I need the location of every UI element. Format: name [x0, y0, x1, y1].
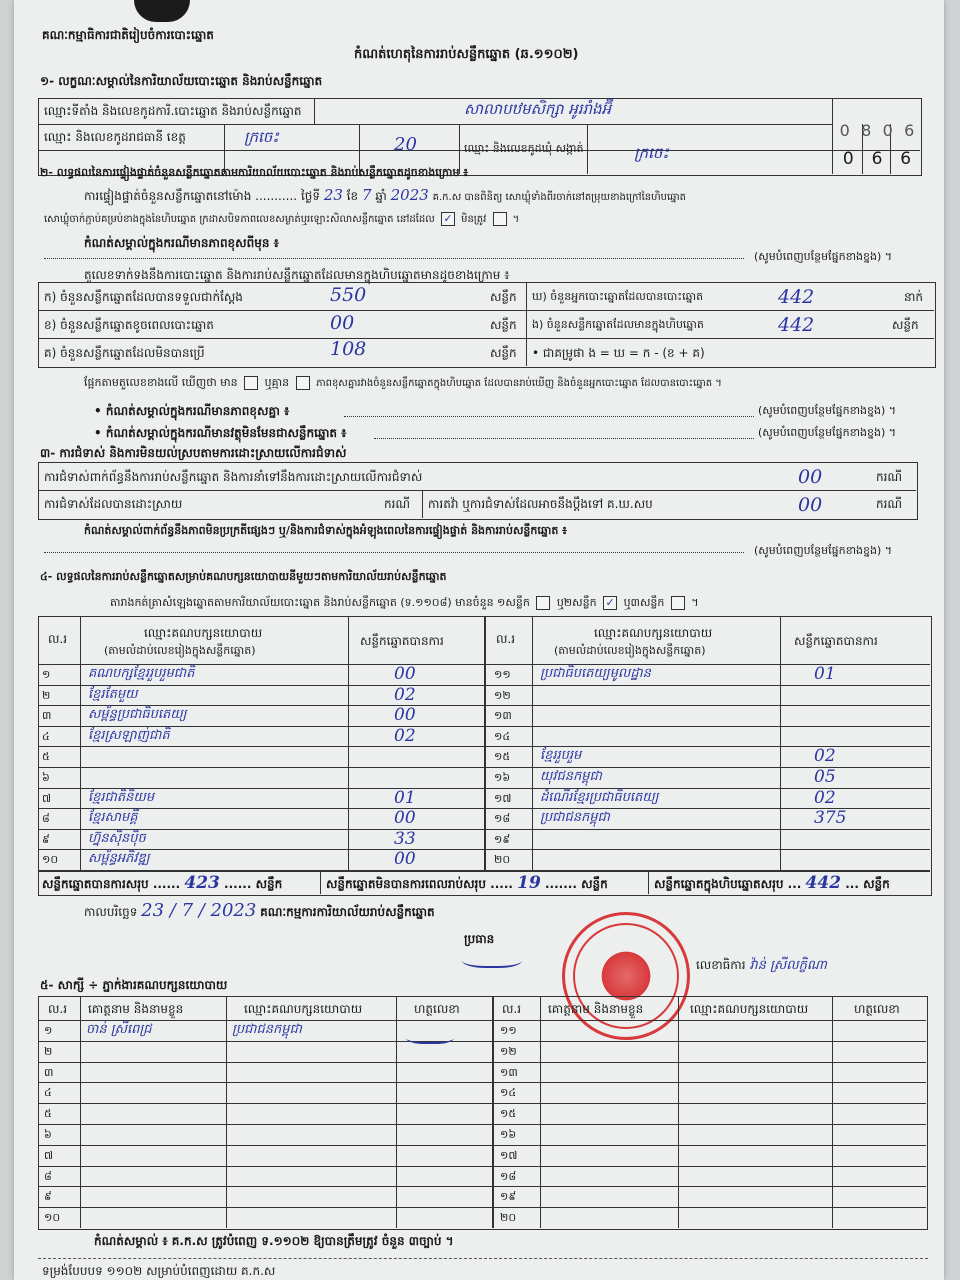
party-row-name: ខ្មែរជាតិនិយម: [88, 789, 155, 805]
witness-row-number: ១៨: [500, 1169, 517, 1183]
unused-unit: សន្លឹក: [490, 346, 517, 360]
objection-row1-unit: ករណី: [876, 470, 903, 484]
received-label: ក) ចំនួនសន្លឹកឆ្នោតដែលបានទទួលជាក់ស្តែង: [44, 290, 243, 304]
witness-row-number: ៨: [44, 1169, 52, 1183]
spoiled-label: ខ) ចំនួនសន្លឹកឆ្នោតខូចពេលបោះឆ្នោត: [44, 318, 214, 332]
party-row-number: ១៤: [494, 729, 511, 743]
party-row-number: ៩: [42, 832, 50, 846]
party-row-name: ហ្វ៊ុនស៊ិនប៉ិច: [88, 830, 146, 846]
commune-code: [834, 149, 920, 169]
col-party-sub-left: (តាមលំដាប់លេខរៀងក្នុងសន្លឹកឆ្នោត): [104, 644, 256, 657]
party-row-number: ១៩: [494, 832, 511, 846]
party-row-name: ខ្មែរស្រឡាញ់ជាតិ: [88, 727, 170, 743]
verify-month: 7: [362, 186, 372, 204]
s5-col-no-right: ល.រ: [502, 1002, 522, 1016]
spoiled-value: 00: [330, 312, 355, 334]
party-row-number: ១៨: [494, 812, 511, 826]
party-row-number: ៥: [42, 750, 50, 764]
commune-code-digit: 6: [871, 149, 883, 169]
province-value: ក្រចេះ: [244, 128, 279, 146]
footer-note: កំណត់សម្គាល់ ៖ គ.ក.ស ត្រូវបំពេញ ទ.១១០២ ឱ្យបានត្រឹមត្រូវ ចំនួន ៣ច្បាប់ ។: [94, 1234, 454, 1248]
commune-label: ឈ្មោះ និងលេខកូដឃុំ សង្កាត់: [464, 142, 584, 155]
spoiled-unit: សន្លឹក: [490, 318, 517, 332]
diff-no-label: ឬគ្មាន: [264, 376, 290, 389]
section3-heading: ៣- ការជំទាស់ និងការមិនយល់ស្របតាមការដោះស្រាយលើការជំទាស់: [40, 446, 347, 460]
secretary-line: [696, 958, 827, 973]
s5-col-sign-right: ហត្ថលេខា: [854, 1002, 900, 1016]
valid-total-label: សន្លឹកឆ្នោតបានការសរុប: [42, 877, 149, 891]
witness-signature: [406, 1030, 454, 1044]
party-row-votes: 02: [394, 725, 416, 746]
diff-yes-checkbox[interactable]: [244, 376, 258, 390]
witness-row-number: ៤: [44, 1086, 52, 1100]
verify-text: ការផ្ទៀងផ្ទាត់ចំនួនសន្លឹកឆ្នោតនៅម៉ោង ........... ថ្ងៃទី 23 ខែ 7 ឆ្នាំ 2023 គ.ក.ស បានពិនិត្យ សោឃ្លុំទាំងពីរចាក់នៅតម្រុយខាងក្រៅនៃហិបឆ្នោត: [84, 186, 686, 204]
sheets-2-label: ឬ២សន្លឹក: [556, 596, 597, 609]
witness-row-number: ១០: [44, 1211, 61, 1225]
party-row-votes: 02: [814, 746, 836, 767]
party-row-name: គណបក្សខ្មែរ​​រួបរួមជាតិ: [88, 666, 195, 681]
party-row-name: ប្រជាធិបតេយ្យ​មូលដ្ឋាន: [540, 666, 651, 681]
section2-note-label: កំណត់សម្គាល់ក្នុងករណីមានភាពខុសពីមុន ៖: [84, 236, 279, 250]
secretary-label: លេខាធិការ: [696, 958, 746, 972]
invalid-total-label: សន្លឹកឆ្នោតមិនបានការពេលរាប់សរុប: [326, 877, 486, 891]
section4-heading: ៤- លទ្ធផលនៃការរាប់សន្លឹកឆ្នោតសម្រាប់គណបក្សនយោបាយនីមួយៗតាមការិយាល័យរាប់សន្លឹកឆ្នោត: [40, 570, 447, 583]
verify-text-b: គ.ក.ស បានពិនិត្យ សោឃ្លុំទាំងពីរចាក់នៅតម្រុយខាងក្រៅនៃហិបឆ្នោត: [432, 192, 686, 203]
location-label: ឈ្មោះទីតាំង និងលេខកូដការិ.បោះឆ្នោត និងរាប់សន្លឹកឆ្នោត: [44, 104, 302, 118]
box-total-unit: សន្លឹក: [863, 877, 890, 891]
received-value: 550: [330, 284, 367, 306]
unused-label: គ) ចំនួនសន្លឹកឆ្នោតដែលមិនបានប្រើ: [44, 346, 205, 360]
party-row-number: ២០: [494, 853, 511, 867]
station-code-digit: 6: [904, 121, 915, 140]
voters-unit: នាក់: [904, 290, 924, 304]
box-ballots-label: ង) ចំនួនសន្លឹកឆ្នោតដែលមានក្នុងហិបឆ្នោត: [532, 318, 704, 331]
party-row-votes: 375: [814, 808, 847, 829]
station-code: [834, 121, 920, 140]
witness-row-name: ចាន់ ស្រីពេជ្រ: [86, 1022, 152, 1037]
witness-row-party: ប្រជាជនកម្ពុជា: [232, 1022, 302, 1037]
note-invalid: • កំណត់សម្គាល់ក្នុងករណីមានវត្ថុមិនមែនជាសន្លឹកឆ្នោត ៖: [94, 426, 347, 440]
seal-wrong-checkbox[interactable]: [493, 212, 507, 226]
witness-row-number: ១៧: [500, 1148, 518, 1162]
committee-logo: [134, 0, 190, 22]
party-row-name: ប្រជាជនកម្ពុជា: [540, 810, 610, 826]
verify-day-label: ថ្ងៃទី: [300, 189, 320, 203]
witness-row-number: ១៣: [500, 1065, 518, 1079]
sheets-2-checkbox[interactable]: ✓: [603, 596, 617, 610]
valid-total-unit: សន្លឹក: [255, 877, 283, 891]
fill-hint-1: (សូមបំពេញបន្ថែមផ្នែកខាងខ្នង) ។: [754, 250, 893, 263]
sheets-1-checkbox[interactable]: [536, 596, 550, 610]
party-row-votes: 02: [814, 787, 836, 808]
chair-signature: [462, 950, 522, 968]
witness-row-number: ២: [44, 1044, 53, 1058]
party-row-votes: 00: [394, 849, 416, 870]
date-line: [84, 900, 435, 921]
sheets-3-label: ឬ៣សន្លឹក: [623, 596, 665, 609]
province-label: ឈ្មោះ និងលេខកូដរាជធានី ខេត្ត: [44, 130, 186, 144]
witness-row-number: ១៦: [500, 1128, 517, 1141]
party-row-number: ១៥: [494, 750, 511, 764]
witness-row-number: ៥: [44, 1107, 52, 1121]
objection-row2b-label: ការតវ៉ា ឬការជំទាស់ដែលអាចនឹងប្តឹងទៅ គ.ឃ.សប: [428, 497, 653, 511]
party-row-number: ២: [42, 688, 51, 702]
commune-code-digit: 6: [900, 149, 912, 169]
seal-ok-checkbox[interactable]: ✓: [441, 212, 455, 226]
section2-heading: ២- លទ្ធផលនៃការផ្ទៀងផ្ទាត់ចំនួនសន្លឹកឆ្នោតតាមការិយាល័យបោះឆ្នោត និងរាប់សន្លឹកឆ្នោតដូចខាងក្រោម ៖: [40, 166, 469, 179]
commune-value: ក្រចេះ: [634, 144, 669, 162]
objection-row2b-unit: ករណី: [876, 497, 903, 511]
party-row-votes: 01: [394, 787, 416, 808]
party-row-name: សម្ព័ន្ធ​ប្រជាធិបតេយ្យ: [88, 707, 187, 723]
col-party-sub-right: (តាមលំដាប់លេខរៀងក្នុងសន្លឹកឆ្នោត): [554, 644, 706, 657]
sheets-text: តារាងកត់ត្រាសំឡេងឆ្នោតតាមការិយាល័យបោះឆ្នោត និងរាប់សន្លឹកឆ្នោត (ទ.១១០៨) មានចំនួន ១សន្លឹក: [110, 596, 530, 609]
party-row-votes: 00: [394, 808, 416, 829]
location-value: សាលាបឋមសិក្សា អូររាំងអ៊ី: [464, 100, 612, 118]
compare-line: [84, 376, 722, 391]
witness-row-number: ១២: [500, 1044, 517, 1058]
party-row-name: ដំណើរខ្មែរប្រជាធិបតេយ្យ: [540, 789, 659, 805]
party-row-votes: 33: [394, 828, 416, 849]
party-row-number: ១: [42, 668, 51, 681]
results-intro: តួលេខទាក់ទងនឹងការបោះឆ្នោត និងការរាប់សន្លឹកឆ្នោតដែលមានក្នុងហិបឆ្នោតមានដូចខាងក្រោម ៖: [84, 268, 510, 282]
objection-row2-unit: ករណី: [384, 497, 411, 511]
box-total-value: 442: [805, 873, 842, 893]
party-row-number: ៤: [42, 729, 50, 743]
witness-row-number: ៦: [44, 1128, 52, 1141]
party-row-name: ខ្មែររួបរួម: [540, 748, 582, 764]
station-code-digit: 8: [861, 121, 872, 140]
fill-hint-2: (សូមបំពេញបន្ថែមផ្នែកខាងខ្នង) ។: [758, 404, 897, 417]
invalid-total-unit: សន្លឹក: [581, 877, 608, 891]
witness-row-number: ១១: [500, 1024, 517, 1037]
witness-row-number: ៣: [44, 1065, 54, 1079]
sheets-line: តារាងកត់ត្រាសំឡេងឆ្នោតតាមការិយាល័យបោះឆ្នោត និងរាប់សន្លឹកឆ្នោត (ទ.១១០៨) មានចំនួន ១សន្លឹក ឬ២សន្លឹក ✓ ឬ៣សន្លឹក ។: [110, 596, 699, 609]
unused-value: 108: [330, 338, 367, 360]
s5-col-party-left: ឈ្មោះគណបក្សនយោបាយ: [244, 1002, 363, 1016]
voters-value: 442: [778, 286, 815, 308]
fill-hint-3: (សូមបំពេញបន្ថែមផ្នែកខាងខ្នង) ។: [758, 426, 897, 439]
fill-hint-4: (សូមបំពេញបន្ថែមផ្នែកខាងខ្នង) ។: [754, 544, 893, 557]
invalid-total-line: សន្លឹកឆ្នោតមិនបានការពេលរាប់សរុប ..... 19 ....... សន្លឹក: [326, 873, 608, 893]
station-code-digit: 0: [839, 121, 850, 140]
verify-month-label: ខែ: [346, 189, 359, 203]
party-row-name: ខ្មែរសាមគ្គី: [88, 810, 138, 826]
station-code-digit: 0: [882, 121, 893, 140]
col-no-left: ល.រ: [48, 632, 68, 646]
party-row-votes: 01: [814, 664, 836, 684]
date-value: 23 / 7 / 2023: [141, 900, 257, 921]
box-total-label: សន្លឹកឆ្នោតក្នុងហិបឆ្នោតសរុប: [654, 877, 784, 891]
received-unit: សន្លឹក: [490, 290, 517, 304]
party-row-votes: 05: [814, 767, 836, 787]
section5-table: [38, 996, 928, 1230]
party-row-votes: 00: [394, 705, 416, 726]
sheets-3-checkbox[interactable]: [671, 596, 685, 610]
party-row-number: ១៧: [494, 791, 512, 805]
commune-code-digit: 0: [842, 149, 854, 169]
form-title: កំណត់ហេតុនៃការរាប់សន្លឹកឆ្នោត (ឆ.១១០២): [354, 47, 579, 62]
box-ballots-value: 442: [778, 314, 815, 336]
form-code: ទម្រង់បែបបទ ១១០២ សម្រាប់បំពេញដោយ គ.ក.ស: [42, 1264, 276, 1278]
party-row-number: ១១: [494, 668, 511, 681]
diff-no-checkbox[interactable]: [296, 376, 310, 390]
objection-row2-label: ការជំទាស់ដែលបានដោះស្រាយ: [44, 497, 183, 511]
party-row-votes: 02: [394, 684, 416, 705]
objection-row1-label: ការជំទាស់ពាក់ព័ន្ធនឹងការរាប់សន្លឹកឆ្នោត និងការនាំទៅនឹងការដោះស្រាយលើការជំទាស់: [44, 470, 423, 484]
witness-row-number: ១៩: [500, 1190, 517, 1204]
invalid-total-value: 19: [517, 873, 541, 893]
compare-text-b: ភាពខុសគ្នារវាងចំនួនសន្លឹកឆ្នោតក្នុងហិបឆ្នោត ដែលបានរាប់ឃើញ និងចំនួនអ្នកបោះឆ្នោត ដែលបានបោះឆ្នោត ។: [316, 378, 722, 389]
witness-row-number: ២០: [500, 1211, 517, 1225]
section3-note: កំណត់សម្គាល់ពាក់ព័ន្ធនឹងភាពមិនប្រក្រតីផ្សេងៗ ឬ/និងការជំទាស់ក្នុងអំឡុងពេលនៃការផ្ទៀងផ្ទាត់ និងការរាប់សន្លឹកឆ្នោត ៖: [84, 524, 568, 537]
section1-heading: ១- លក្ខណៈសម្គាល់នៃការិយាល័យបោះឆ្នោត និងរាប់សន្លឹកឆ្នោត: [40, 74, 323, 88]
party-row-name: ខ្មែរតែមួយ: [88, 686, 138, 702]
witness-row-number: ១៥: [500, 1107, 517, 1121]
seal-wrong-label: មិនត្រូវ: [461, 214, 487, 225]
party-row-name: សម្ព័ន្ធ​អភិវឌ្ឍ: [88, 851, 150, 867]
voters-label: ឃ) ចំនួនអ្នកបោះឆ្នោតដែលបានបោះឆ្នោត: [532, 290, 704, 303]
party-row-votes: 00: [394, 664, 416, 684]
witness-row-number: ៩: [44, 1190, 52, 1204]
party-row-number: ១៦: [494, 771, 511, 784]
party-row-number: ៦: [42, 771, 50, 784]
s5-col-party-right: ឈ្មោះគណបក្សនយោបាយ: [690, 1002, 809, 1016]
note-diff: • កំណត់សម្គាល់ក្នុងករណីមានភាពខុសគ្នា ៖: [94, 404, 290, 418]
box-total-line: សន្លឹកឆ្នោតក្នុងហិបឆ្នោតសរុប ... 442 ... សន្លឹក: [654, 873, 890, 893]
witness-row-number: ៧: [44, 1148, 54, 1162]
col-votes-left: សន្លឹកឆ្នោតបានការ: [360, 634, 444, 648]
party-row-name: យុវជនកម្ពុជា: [540, 769, 602, 784]
s5-col-name-right: គោត្តនាម និងនាមខ្លួន: [548, 1002, 644, 1016]
verify-text-c: សោឃ្លុំចាក់ភ្ជាប់គម្រប់ខាងក្នុងនៃហិបឆ្នោត ក្រដាសបិទភាពលេខសម្ងាត់ឬរឡោះសិលាសន្លឹកឆ្នោត នៅដដែល: [44, 214, 435, 225]
verify-year-label: ឆ្នាំ: [375, 189, 387, 203]
party-row-number: ១០: [42, 853, 59, 867]
s5-col-sign-left: ហត្ថលេខា: [414, 1002, 460, 1016]
col-votes-right: សន្លឹកឆ្នោតបានការ: [794, 634, 878, 648]
province-code: 20: [394, 134, 417, 155]
verify-text-a: ការផ្ទៀងផ្ទាត់ចំនួនសន្លឹកឆ្នោតនៅម៉ោង: [84, 189, 252, 203]
party-row-number: ៧: [42, 791, 52, 805]
party-row-number: ៨: [42, 812, 50, 826]
secretary-value: វ៉ាន់ ស្រីលក្ខិណា: [749, 958, 827, 973]
section5-heading: ៥- សាក្សី ÷ ភ្នាក់ងារគណបក្សនយោបាយ: [40, 978, 228, 992]
objection-row2b-value: 00: [798, 494, 823, 516]
party-row-number: ១២: [494, 688, 511, 702]
party-row-number: ១៣: [494, 709, 512, 723]
date-suffix: គណៈកម្មការការិយាល័យរាប់សន្លឹកឆ្នោត: [260, 905, 435, 919]
col-party-left: ឈ្មោះគណបក្សនយោបាយ: [144, 626, 263, 640]
verify-year: 2023: [390, 186, 429, 204]
box-ballots-unit: សន្លឹក: [892, 318, 919, 332]
verify-text-c-line: សោឃ្លុំចាក់ភ្ជាប់គម្រប់ខាងក្នុងនៃហិបឆ្នោត ក្រដាសបិទភាពលេខសម្ងាត់ឬរឡោះសិលាសន្លឹកឆ្នោត នៅដដែល ✓ មិនត្រូវ ។: [44, 212, 520, 225]
formula: • ជាគម្រូផា ង = ឃ = ក - (ខ + គ): [532, 346, 705, 360]
verify-day: 23: [323, 186, 343, 204]
compare-text: ផ្អែកតាមតួលេខខាងលើ ឃើញថា មាន: [84, 376, 238, 389]
witness-row-number: ១: [44, 1024, 53, 1037]
ballot-count-form: [14, 0, 944, 1280]
valid-total-line: សន្លឹកឆ្នោតបានការសរុប ...... 423 ...... សន្លឹក: [42, 873, 283, 893]
party-row-number: ៣: [42, 709, 52, 723]
valid-total-value: 423: [184, 873, 220, 893]
chair-label: ប្រធាន: [464, 932, 495, 946]
committee-name: គណៈកម្មាធិការជាតិរៀបចំការបោះឆ្នោត: [42, 28, 214, 42]
s5-col-name-left: គោត្តនាម និងនាមខ្លួន: [88, 1002, 184, 1016]
objection-row1-value: 00: [798, 466, 823, 488]
witness-row-number: ១៤: [500, 1086, 517, 1100]
date-label: កាលបរិច្ឆេទ: [84, 905, 138, 919]
col-no-right: ល.រ: [496, 632, 516, 646]
col-party-right: ឈ្មោះគណបក្សនយោបាយ: [594, 626, 713, 640]
s5-col-no-left: ល.រ: [48, 1002, 68, 1016]
